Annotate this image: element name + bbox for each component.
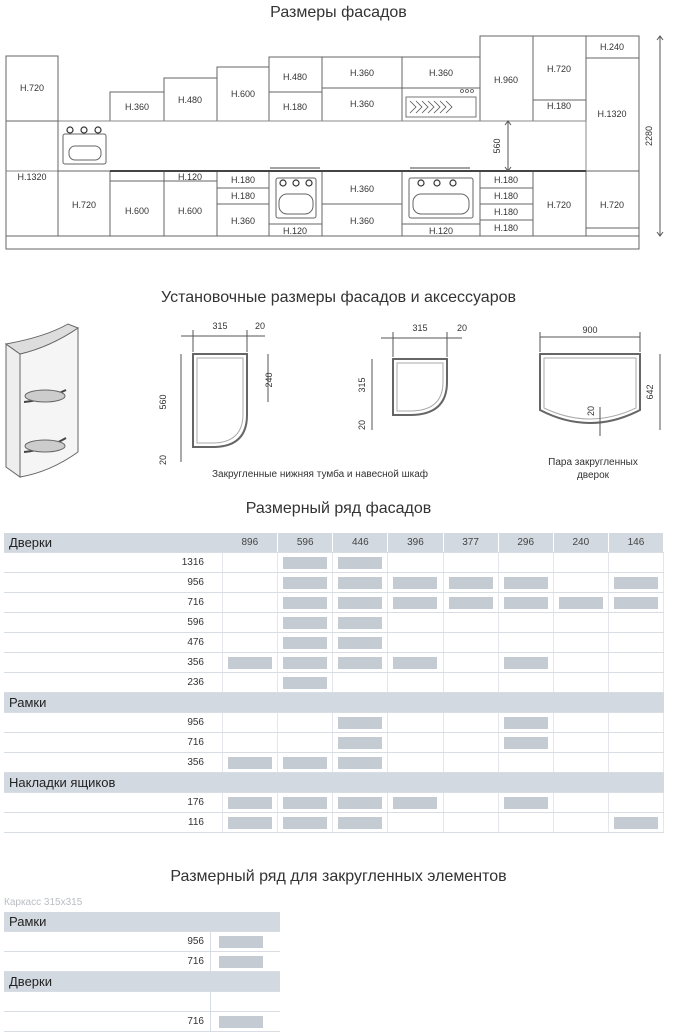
row-size: 176 [4, 793, 223, 813]
label-upper-9: Н.360 [428, 68, 454, 78]
available-mark [504, 597, 548, 609]
availability-cell [278, 793, 333, 813]
available-mark [614, 577, 658, 589]
table-row [4, 952, 280, 972]
table-row [4, 793, 664, 813]
available-mark [283, 817, 327, 829]
available-mark [338, 637, 382, 649]
fig3-h: 642 [645, 384, 655, 400]
available-mark [449, 597, 493, 609]
availability-cell [278, 713, 333, 733]
availability-cell [333, 653, 388, 673]
available-mark [338, 797, 382, 809]
available-mark [219, 956, 263, 968]
availability-cell [278, 753, 333, 773]
availability-cell [223, 553, 278, 573]
available-mark [338, 757, 382, 769]
availability-cell [608, 733, 663, 753]
fig1-h3: 20 [158, 454, 168, 466]
available-mark [614, 597, 658, 609]
availability-cell [223, 713, 278, 733]
availability-cell [223, 813, 278, 833]
empty-cell [211, 992, 281, 1012]
section-title: Рамки [4, 693, 223, 713]
availability-cell [333, 813, 388, 833]
availability-cell [278, 673, 333, 693]
label-lower-14: Н.180 [493, 191, 519, 201]
available-mark [283, 577, 327, 589]
availability-cell [223, 733, 278, 753]
row-size: 716 [4, 952, 211, 972]
label-upper-4: Н.600 [230, 89, 256, 99]
availability-cell [498, 753, 553, 773]
availability-cell [388, 793, 443, 813]
availability-cell [608, 573, 663, 593]
row-size: 956 [4, 713, 223, 733]
availability-cell [211, 952, 281, 972]
availability-cell [553, 813, 608, 833]
label-upper-7: Н.360 [349, 68, 375, 78]
label-upper-1: Н.720 [19, 83, 45, 93]
column-header: 146 [608, 533, 663, 553]
availability-cell [553, 593, 608, 613]
row-size: 956 [4, 932, 211, 952]
table-row [4, 673, 664, 693]
column-header: 896 [223, 533, 278, 553]
section-title: Накладки ящиков [4, 773, 223, 793]
heading-rounded: Размерный ряд для закругленных элементов [170, 868, 507, 885]
available-mark [449, 577, 493, 589]
fig3-d: 20 [586, 405, 596, 417]
available-mark [338, 717, 382, 729]
label-lower-15: Н.180 [493, 207, 519, 217]
row-size: 236 [4, 673, 223, 693]
section-header [4, 693, 664, 713]
available-mark [228, 797, 272, 809]
available-mark [338, 817, 382, 829]
frame-caption: Каркасс 315х315 [4, 897, 83, 908]
availability-cell [223, 613, 278, 633]
label-lower-13: Н.180 [493, 175, 519, 185]
availability-cell [443, 713, 498, 733]
available-mark [559, 597, 603, 609]
availability-cell [498, 553, 553, 573]
availability-cell [553, 793, 608, 813]
dim-total: 2280 [644, 125, 654, 147]
table-row [4, 613, 664, 633]
section-title: Дверки [4, 972, 280, 992]
availability-cell [278, 633, 333, 653]
availability-cell [498, 573, 553, 593]
fig1-w1: 315 [212, 321, 228, 331]
availability-cell [223, 793, 278, 813]
available-mark [283, 797, 327, 809]
availability-cell [388, 553, 443, 573]
fig2-w1: 315 [412, 323, 428, 333]
available-mark [228, 817, 272, 829]
availability-cell [608, 653, 663, 673]
available-mark [283, 757, 327, 769]
label-lower-17: Н.720 [546, 200, 572, 210]
column-header: 377 [443, 533, 498, 553]
availability-cell [443, 653, 498, 673]
availability-cell [278, 573, 333, 593]
kitchen-facade-drawing [0, 28, 677, 290]
availability-cell [498, 673, 553, 693]
available-mark [504, 737, 548, 749]
availability-cell [223, 633, 278, 653]
facade-range-table [4, 533, 664, 833]
availability-cell [388, 753, 443, 773]
label-lower-6: Н.180 [230, 175, 256, 185]
label-upper-12: Н.180 [546, 101, 572, 111]
availability-cell [443, 733, 498, 753]
availability-cell [498, 653, 553, 673]
label-lower-12: Н.120 [428, 226, 454, 236]
available-mark [219, 936, 263, 948]
availability-cell [211, 932, 281, 952]
available-mark [219, 1016, 263, 1028]
availability-cell [553, 673, 608, 693]
available-mark [283, 597, 327, 609]
availability-cell [443, 553, 498, 573]
availability-cell [278, 613, 333, 633]
column-header: 296 [498, 533, 553, 553]
table-row [4, 573, 664, 593]
label-upper-3: Н.480 [177, 95, 203, 105]
label-lower-5: Н.600 [177, 206, 203, 216]
label-lower-8: Н.360 [230, 216, 256, 226]
availability-cell [388, 653, 443, 673]
availability-cell [388, 813, 443, 833]
availability-cell [333, 713, 388, 733]
fig1-w2: 20 [254, 321, 266, 331]
spacer-row [4, 992, 280, 1012]
row-size: 956 [4, 573, 223, 593]
available-mark [283, 617, 327, 629]
availability-cell [388, 613, 443, 633]
available-mark [393, 797, 437, 809]
fig1-h1: 240 [264, 372, 274, 388]
availability-cell [498, 613, 553, 633]
available-mark [393, 577, 437, 589]
availability-cell [388, 733, 443, 753]
fig2-h2: 20 [357, 419, 367, 431]
label-upper-2: Н.360 [124, 102, 150, 112]
table-row [4, 653, 664, 673]
fig3-w: 900 [582, 325, 598, 335]
availability-cell [278, 733, 333, 753]
availability-cell [333, 673, 388, 693]
availability-cell [608, 593, 663, 613]
availability-cell [333, 573, 388, 593]
table-row [4, 553, 664, 573]
available-mark [614, 817, 658, 829]
label-upper-14: Н.1320 [597, 109, 627, 119]
availability-cell [443, 673, 498, 693]
available-mark [338, 617, 382, 629]
label-lower-10: Н.360 [349, 184, 375, 194]
availability-cell [553, 733, 608, 753]
availability-cell [553, 633, 608, 653]
label-lower-2: Н.720 [71, 200, 97, 210]
label-lower-11: Н.360 [349, 216, 375, 226]
table-row [4, 1012, 280, 1032]
availability-cell [553, 753, 608, 773]
availability-cell [333, 753, 388, 773]
availability-cell [553, 713, 608, 733]
label-lower-16: Н.180 [493, 223, 519, 233]
available-mark [228, 657, 272, 669]
row-size: 116 [4, 813, 223, 833]
availability-cell [498, 813, 553, 833]
availability-cell [223, 593, 278, 613]
row-size: 356 [4, 753, 223, 773]
label-lower-18: Н.720 [599, 200, 625, 210]
availability-cell [443, 613, 498, 633]
availability-cell [498, 793, 553, 813]
label-upper-10: Н.960 [493, 75, 519, 85]
availability-cell [608, 753, 663, 773]
label-lower-9: Н.120 [282, 226, 308, 236]
dim-gap: 560 [492, 138, 502, 154]
label-lower-7: Н.180 [230, 191, 256, 201]
section-title: Рамки [4, 912, 280, 932]
fig1-caption: Закругленные нижняя тумба и навесной шкаф [212, 469, 428, 480]
rounded-cabinet-illustration [6, 324, 78, 477]
availability-cell [333, 553, 388, 573]
table-row [4, 733, 664, 753]
available-mark [283, 637, 327, 649]
table-row [4, 932, 280, 952]
available-mark [228, 757, 272, 769]
availability-cell [443, 793, 498, 813]
section-header [4, 773, 664, 793]
empty-cell [4, 992, 211, 1012]
availability-cell [608, 813, 663, 833]
section-header [4, 912, 280, 932]
availability-cell [608, 633, 663, 653]
availability-cell [388, 633, 443, 653]
availability-cell [333, 613, 388, 633]
availability-cell [608, 673, 663, 693]
label-upper-8: Н.360 [349, 99, 375, 109]
available-mark [504, 657, 548, 669]
label-lower-1: Н.1320 [17, 172, 47, 182]
availability-cell [388, 673, 443, 693]
availability-cell [443, 573, 498, 593]
availability-cell [388, 573, 443, 593]
fig1-h2: 560 [158, 394, 168, 410]
availability-cell [443, 593, 498, 613]
availability-cell [608, 553, 663, 573]
column-header: 596 [278, 533, 333, 553]
availability-cell [223, 653, 278, 673]
availability-cell [498, 593, 553, 613]
column-header: 240 [553, 533, 608, 553]
availability-cell [553, 573, 608, 593]
availability-cell [608, 713, 663, 733]
row-size: 716 [4, 593, 223, 613]
available-mark [338, 597, 382, 609]
available-mark [283, 657, 327, 669]
availability-cell [333, 593, 388, 613]
availability-cell [388, 713, 443, 733]
row-size: 716 [4, 1012, 211, 1032]
availability-cell [498, 733, 553, 753]
availability-cell [498, 633, 553, 653]
availability-cell [278, 813, 333, 833]
fig2-h1: 315 [357, 377, 367, 393]
row-size: 716 [4, 733, 223, 753]
label-upper-5: Н.480 [282, 72, 308, 82]
section-header [4, 972, 280, 992]
table-row [4, 713, 664, 733]
availability-cell [608, 793, 663, 813]
install-drawings [0, 312, 677, 487]
available-mark [338, 577, 382, 589]
availability-cell [553, 553, 608, 573]
availability-cell [333, 733, 388, 753]
available-mark [338, 737, 382, 749]
label-upper-6: Н.180 [282, 102, 308, 112]
fig3-caption-1: Пара закругленных [548, 457, 638, 468]
available-mark [393, 657, 437, 669]
availability-cell [223, 673, 278, 693]
availability-cell [498, 713, 553, 733]
availability-cell [443, 633, 498, 653]
available-mark [283, 677, 327, 689]
availability-cell [388, 593, 443, 613]
available-mark [338, 557, 382, 569]
availability-cell [553, 613, 608, 633]
heading-range: Размерный ряд фасадов [245, 500, 432, 517]
heading-install: Установочные размеры фасадов и аксессуаров [161, 289, 516, 306]
availability-cell [278, 653, 333, 673]
table-row [4, 813, 664, 833]
fig3-caption-2: дверок [576, 470, 610, 481]
table-row [4, 633, 664, 653]
row-size: 1316 [4, 553, 223, 573]
available-mark [283, 557, 327, 569]
available-mark [504, 797, 548, 809]
availability-cell [278, 553, 333, 573]
available-mark [338, 657, 382, 669]
available-mark [504, 717, 548, 729]
row-size: 596 [4, 613, 223, 633]
column-header: 396 [388, 533, 443, 553]
row-size: 356 [4, 653, 223, 673]
availability-cell [608, 613, 663, 633]
available-mark [504, 577, 548, 589]
availability-cell [278, 593, 333, 613]
availability-cell [443, 753, 498, 773]
column-header: 446 [333, 533, 388, 553]
availability-cell [211, 1012, 281, 1032]
available-mark [393, 597, 437, 609]
table-row [4, 593, 664, 613]
availability-cell [333, 633, 388, 653]
availability-cell [223, 573, 278, 593]
section-title: Дверки [4, 533, 223, 553]
table-row [4, 753, 664, 773]
label-lower-3: Н.600 [124, 206, 150, 216]
availability-cell [223, 753, 278, 773]
availability-cell [553, 653, 608, 673]
rounded-range-table [4, 912, 280, 1032]
label-upper-13: Н.240 [599, 42, 625, 52]
heading-main: Размеры фасадов [270, 4, 407, 21]
section-header [4, 533, 664, 553]
label-lower-4: Н.120 [177, 172, 203, 182]
label-upper-11: Н.720 [546, 64, 572, 74]
availability-cell [333, 793, 388, 813]
fig2-w2: 20 [456, 323, 468, 333]
row-size: 476 [4, 633, 223, 653]
availability-cell [443, 813, 498, 833]
